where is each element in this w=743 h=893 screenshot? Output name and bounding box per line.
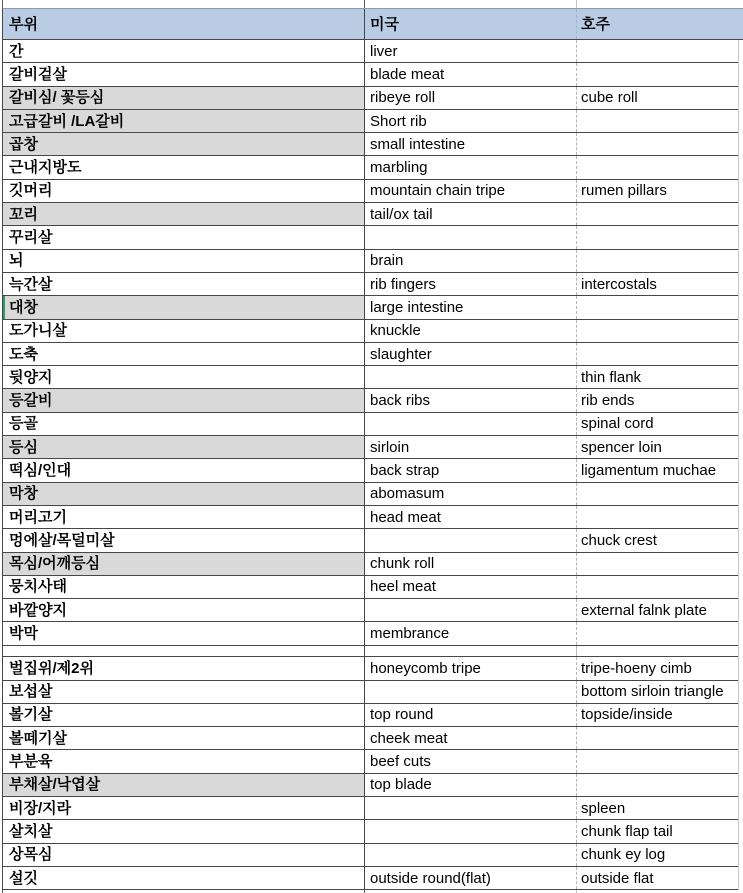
cell-au[interactable] (577, 727, 738, 749)
cell-us[interactable] (365, 797, 577, 819)
table-row (3, 366, 738, 389)
cell-au[interactable]: bottom sirloin triangle (581, 683, 724, 701)
table-row (3, 203, 738, 226)
cell-au[interactable]: ligamentum muchae (581, 461, 717, 479)
table-row (3, 576, 738, 599)
cell-au[interactable] (577, 63, 738, 85)
cell-part[interactable]: 떡심/인대 (3, 459, 365, 481)
cell-us[interactable] (365, 820, 577, 842)
grid-tick (576, 0, 577, 8)
table-row (3, 40, 738, 63)
cell-us[interactable] (365, 599, 577, 621)
cell-au[interactable]: outside flat (581, 869, 654, 887)
cell-au[interactable] (577, 203, 738, 225)
column-header-part[interactable]: 부위 (3, 9, 365, 39)
cell-us[interactable]: brain (365, 250, 577, 272)
cell-au[interactable]: thin flank (581, 368, 642, 386)
cell-us[interactable]: marbling (365, 156, 577, 178)
table-row (3, 389, 738, 412)
grid-tick (364, 0, 365, 8)
cell-us[interactable] (365, 226, 577, 248)
cell-part[interactable]: 벌집위/제2위 (3, 657, 365, 679)
cell-part[interactable]: 근내지방도 (3, 156, 365, 178)
table-row (3, 156, 738, 179)
cell-au[interactable]: chunk ey log (581, 846, 666, 864)
cell-au[interactable]: spencer loin (581, 438, 662, 456)
cell-part[interactable]: 도축 (3, 343, 365, 365)
cell-us[interactable]: abomasum (365, 483, 577, 505)
cell-us[interactable]: membrance (365, 622, 577, 644)
cell-au[interactable]: spinal cord (581, 415, 654, 433)
cell-part[interactable]: 바깥양지 (3, 599, 365, 621)
table-row (3, 459, 738, 482)
table-row (3, 704, 738, 727)
cell-us[interactable]: cheek meat (365, 727, 577, 749)
cell-us[interactable] (365, 529, 577, 551)
cell-part[interactable]: 갈비겉살 (3, 63, 365, 85)
table-row (3, 296, 738, 319)
column-header-us[interactable]: 미국 (365, 9, 577, 39)
cell-us[interactable]: Short rib (365, 110, 577, 132)
table-row (3, 599, 738, 622)
cell-au[interactable]: topside/inside (581, 706, 673, 724)
cell-au[interactable]: rib ends (581, 392, 635, 410)
cell-us[interactable]: blade meat (365, 63, 577, 85)
column-header-au[interactable]: 호주 (581, 15, 610, 33)
cell-part[interactable]: 늑간살 (3, 273, 365, 295)
cell-us[interactable]: heel meat (365, 576, 577, 598)
cell-part[interactable]: 막창 (3, 483, 365, 505)
cell-us[interactable]: knuckle (365, 320, 577, 342)
translation-table (2, 8, 743, 890)
cell-au[interactable]: rumen pillars (581, 182, 667, 200)
table-row (3, 553, 738, 576)
table-row (3, 343, 738, 366)
table-row (3, 483, 738, 506)
cell-part[interactable]: 꾸리살 (3, 226, 365, 248)
cell-au[interactable] (577, 110, 738, 132)
cell-au[interactable] (577, 553, 738, 575)
cell-au[interactable]: intercostals (581, 275, 657, 293)
cell-part[interactable]: 목심/어깨등심 (3, 553, 365, 575)
cell-part[interactable]: 뇌 (3, 250, 365, 272)
table-row (3, 133, 738, 156)
cell-us[interactable]: back strap (365, 459, 577, 481)
cell-part[interactable]: 깃머리 (3, 180, 365, 202)
grid-tick (2, 0, 3, 8)
cell-au[interactable]: spleen (581, 799, 626, 817)
cell-part[interactable]: 꼬리 (3, 203, 365, 225)
cell-part[interactable]: 뒷양지 (3, 366, 365, 388)
table-row (3, 622, 738, 645)
cell-part[interactable]: 설깃 (3, 867, 365, 889)
cell-au[interactable] (577, 320, 738, 342)
cell-au[interactable] (577, 622, 738, 644)
cell-us[interactable] (365, 681, 577, 703)
cell-part[interactable]: 등갈비 (3, 389, 365, 411)
cell-us[interactable]: chunk roll (365, 553, 577, 575)
cell-us[interactable]: sirloin (365, 436, 577, 458)
cell-part[interactable]: 도가니살 (3, 320, 365, 342)
cell-us[interactable]: honeycomb tripe (365, 657, 577, 679)
cell-us[interactable]: liver (365, 40, 577, 62)
cell-part[interactable]: 볼기살 (3, 704, 365, 726)
table-row (3, 63, 738, 86)
table-row (3, 727, 738, 750)
table-row (3, 250, 738, 273)
cell-us[interactable]: rib fingers (365, 273, 577, 295)
cell-us[interactable]: small intestine (365, 133, 577, 155)
cell-us[interactable]: top blade (365, 774, 577, 796)
cell-au[interactable] (577, 774, 738, 796)
selected-cell-part[interactable]: 대창 (3, 296, 365, 318)
cell-part[interactable] (3, 646, 365, 657)
cell-us[interactable]: outside round(flat) (365, 867, 577, 889)
cell-part[interactable]: 비장/지라 (3, 797, 365, 819)
table-row (3, 750, 738, 773)
table-header-row (2, 8, 743, 40)
cell-au[interactable] (577, 483, 738, 505)
cell-us[interactable]: back ribs (365, 389, 577, 411)
cell-us[interactable] (365, 366, 577, 388)
table-row (3, 320, 738, 343)
cell-au[interactable] (577, 156, 738, 178)
cell-au[interactable]: chunk flap tail (581, 822, 673, 840)
table-row (3, 867, 738, 890)
cell-part[interactable]: 등골 (3, 413, 365, 435)
cell-part[interactable]: 박막 (3, 622, 365, 644)
cell-part[interactable]: 등심 (3, 436, 365, 458)
cell-au[interactable] (577, 343, 738, 365)
cell-us[interactable]: slaughter (365, 343, 577, 365)
cell-us[interactable]: large intestine (365, 296, 577, 318)
cell-us[interactable]: head meat (365, 506, 577, 528)
cell-us[interactable] (365, 413, 577, 435)
cell-part[interactable]: 간 (3, 40, 365, 62)
cell-us[interactable]: tail/ox tail (365, 203, 577, 225)
cell-part[interactable]: 보섭살 (3, 681, 365, 703)
table-row (3, 844, 738, 867)
cell-au[interactable] (577, 576, 738, 598)
table-row (3, 110, 738, 133)
table-row (3, 87, 738, 110)
cell-au[interactable] (577, 40, 738, 62)
cell-au[interactable] (577, 506, 738, 528)
table-row (3, 529, 738, 552)
spacer-row (3, 646, 738, 658)
table-row (3, 681, 738, 704)
cell-au[interactable]: chuck crest (581, 531, 657, 549)
cell-part[interactable]: 뭉치사태 (3, 576, 365, 598)
cell-part[interactable]: 부채살/낙엽살 (3, 774, 365, 796)
cell-au[interactable]: cube roll (581, 89, 638, 107)
cell-part[interactable]: 부분육 (3, 750, 365, 772)
cell-us[interactable]: mountain chain tripe (365, 180, 577, 202)
cell-us[interactable]: beef cuts (365, 750, 577, 772)
cell-part[interactable]: 곱창 (3, 133, 365, 155)
table-body (2, 40, 739, 890)
cell-part[interactable]: 살치살 (3, 820, 365, 842)
table-row (3, 774, 738, 797)
table-row (3, 657, 738, 680)
table-row (3, 226, 738, 249)
cell-part[interactable]: 머리고기 (3, 506, 365, 528)
cell-part[interactable]: 멍에살/목덜미살 (3, 529, 365, 551)
cell-au[interactable] (577, 296, 738, 318)
cell-us[interactable]: top round (365, 704, 577, 726)
table-row (3, 413, 738, 436)
cell-part[interactable]: 갈비심/ 꽃등심 (3, 87, 365, 109)
cell-au[interactable] (577, 250, 738, 272)
cell-au[interactable] (577, 226, 738, 248)
cell-us[interactable] (365, 844, 577, 866)
cell-au[interactable] (577, 750, 738, 772)
cell-us[interactable]: ribeye roll (365, 87, 577, 109)
cell-part[interactable]: 고급갈비 /LA갈비 (3, 110, 365, 132)
cell-au[interactable] (577, 133, 738, 155)
table-row (3, 436, 738, 459)
cell-us[interactable] (365, 646, 577, 657)
table-row (3, 180, 738, 203)
table-row (3, 506, 738, 529)
cell-au[interactable]: tripe-hoeny cimb (581, 659, 692, 677)
cell-au[interactable]: external falnk plate (581, 601, 707, 619)
table-row (3, 820, 738, 843)
table-row (3, 797, 738, 820)
table-row (3, 273, 738, 296)
cell-au[interactable] (577, 646, 738, 657)
cell-part[interactable]: 상목심 (3, 844, 365, 866)
cell-part[interactable]: 볼떼기살 (3, 727, 365, 749)
